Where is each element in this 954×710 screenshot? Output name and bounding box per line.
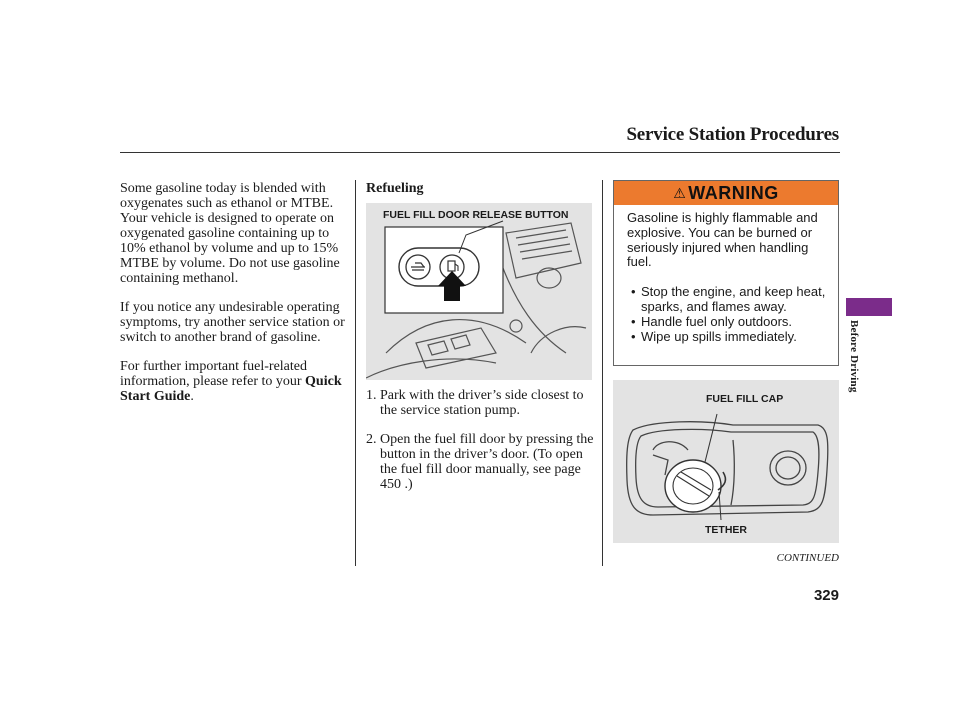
step-2 (366, 432, 598, 492)
step-1 (366, 388, 598, 418)
tether-label: TETHER (705, 524, 747, 536)
warning-bullets (627, 285, 828, 344)
bullet-icon: • (631, 313, 636, 329)
warning-box (613, 180, 839, 366)
warning-bullet (627, 285, 828, 315)
refueling-heading: Refueling (366, 181, 424, 196)
refueling-steps (366, 388, 598, 506)
fuel-fill-cap-label: FUEL FILL CAP (706, 393, 784, 405)
page-title: Service Station Procedures (626, 124, 839, 145)
section-tab (846, 298, 892, 316)
warning-header (614, 181, 838, 205)
step-1-number: 1. (366, 388, 377, 403)
warning-bullet-text: Stop the engine, and keep heat, sparks, and flames away. (641, 284, 826, 314)
step-2-number: 2. (366, 432, 377, 447)
step-2-text: Open the fuel fill door by pressing the button in the driver’s door. (To open the fuel fill door manually, see page 450 .) (380, 432, 594, 492)
column-divider-1 (355, 180, 356, 566)
warning-bullet-text: Handle fuel only outdoors. (641, 313, 793, 329)
page-number: 329 (813, 587, 839, 604)
column-divider-2 (602, 180, 603, 566)
paragraph-further-info (120, 359, 348, 404)
warning-body (614, 205, 838, 344)
bullet-icon: • (631, 284, 636, 300)
warning-triangle-icon: ⚠ (673, 185, 687, 201)
further-info-end: . (190, 389, 194, 404)
bullet-icon: • (631, 328, 636, 344)
section-label: Before Driving (848, 320, 860, 393)
warning-bullet (627, 315, 828, 330)
warning-title: WARNING (688, 183, 779, 203)
warning-bullet (627, 330, 828, 345)
step-1-text: Park with the driver’s side closest to the service station pump. (380, 388, 584, 418)
paragraph-oxygenates: Some gasoline today is blended with oxygenates such as ethanol or MTBE. Your vehicle is designed to operate on oxygenated gasoline containing up to 10% ethanol by volume and up to 15% MTBE by volume. Do not use gasoline containing methanol. (120, 181, 340, 286)
continued-note: CONTINUED (776, 552, 839, 564)
further-info-text: For further important fuel-related information, please refer to your (120, 359, 307, 389)
fuel-door-release-figure (366, 203, 592, 380)
quick-start-guide-ref: Quick Start Guide (120, 374, 342, 404)
title-rule (120, 152, 840, 153)
fuel-fill-cap-figure (613, 380, 839, 543)
release-button-illustration (366, 203, 592, 380)
paragraph-symptoms: If you notice any undesirable operating symptoms, try another service station or switch to another brand of gasoline. (120, 300, 345, 345)
warning-bullet-text: Wipe up spills immediately. (641, 328, 797, 344)
warning-intro: Gasoline is highly flammable and explosive. You can be burned or seriously injured when handling fuel. (627, 210, 818, 270)
column-1 (120, 181, 348, 418)
release-button-label: FUEL FILL DOOR RELEASE BUTTON (383, 209, 569, 221)
